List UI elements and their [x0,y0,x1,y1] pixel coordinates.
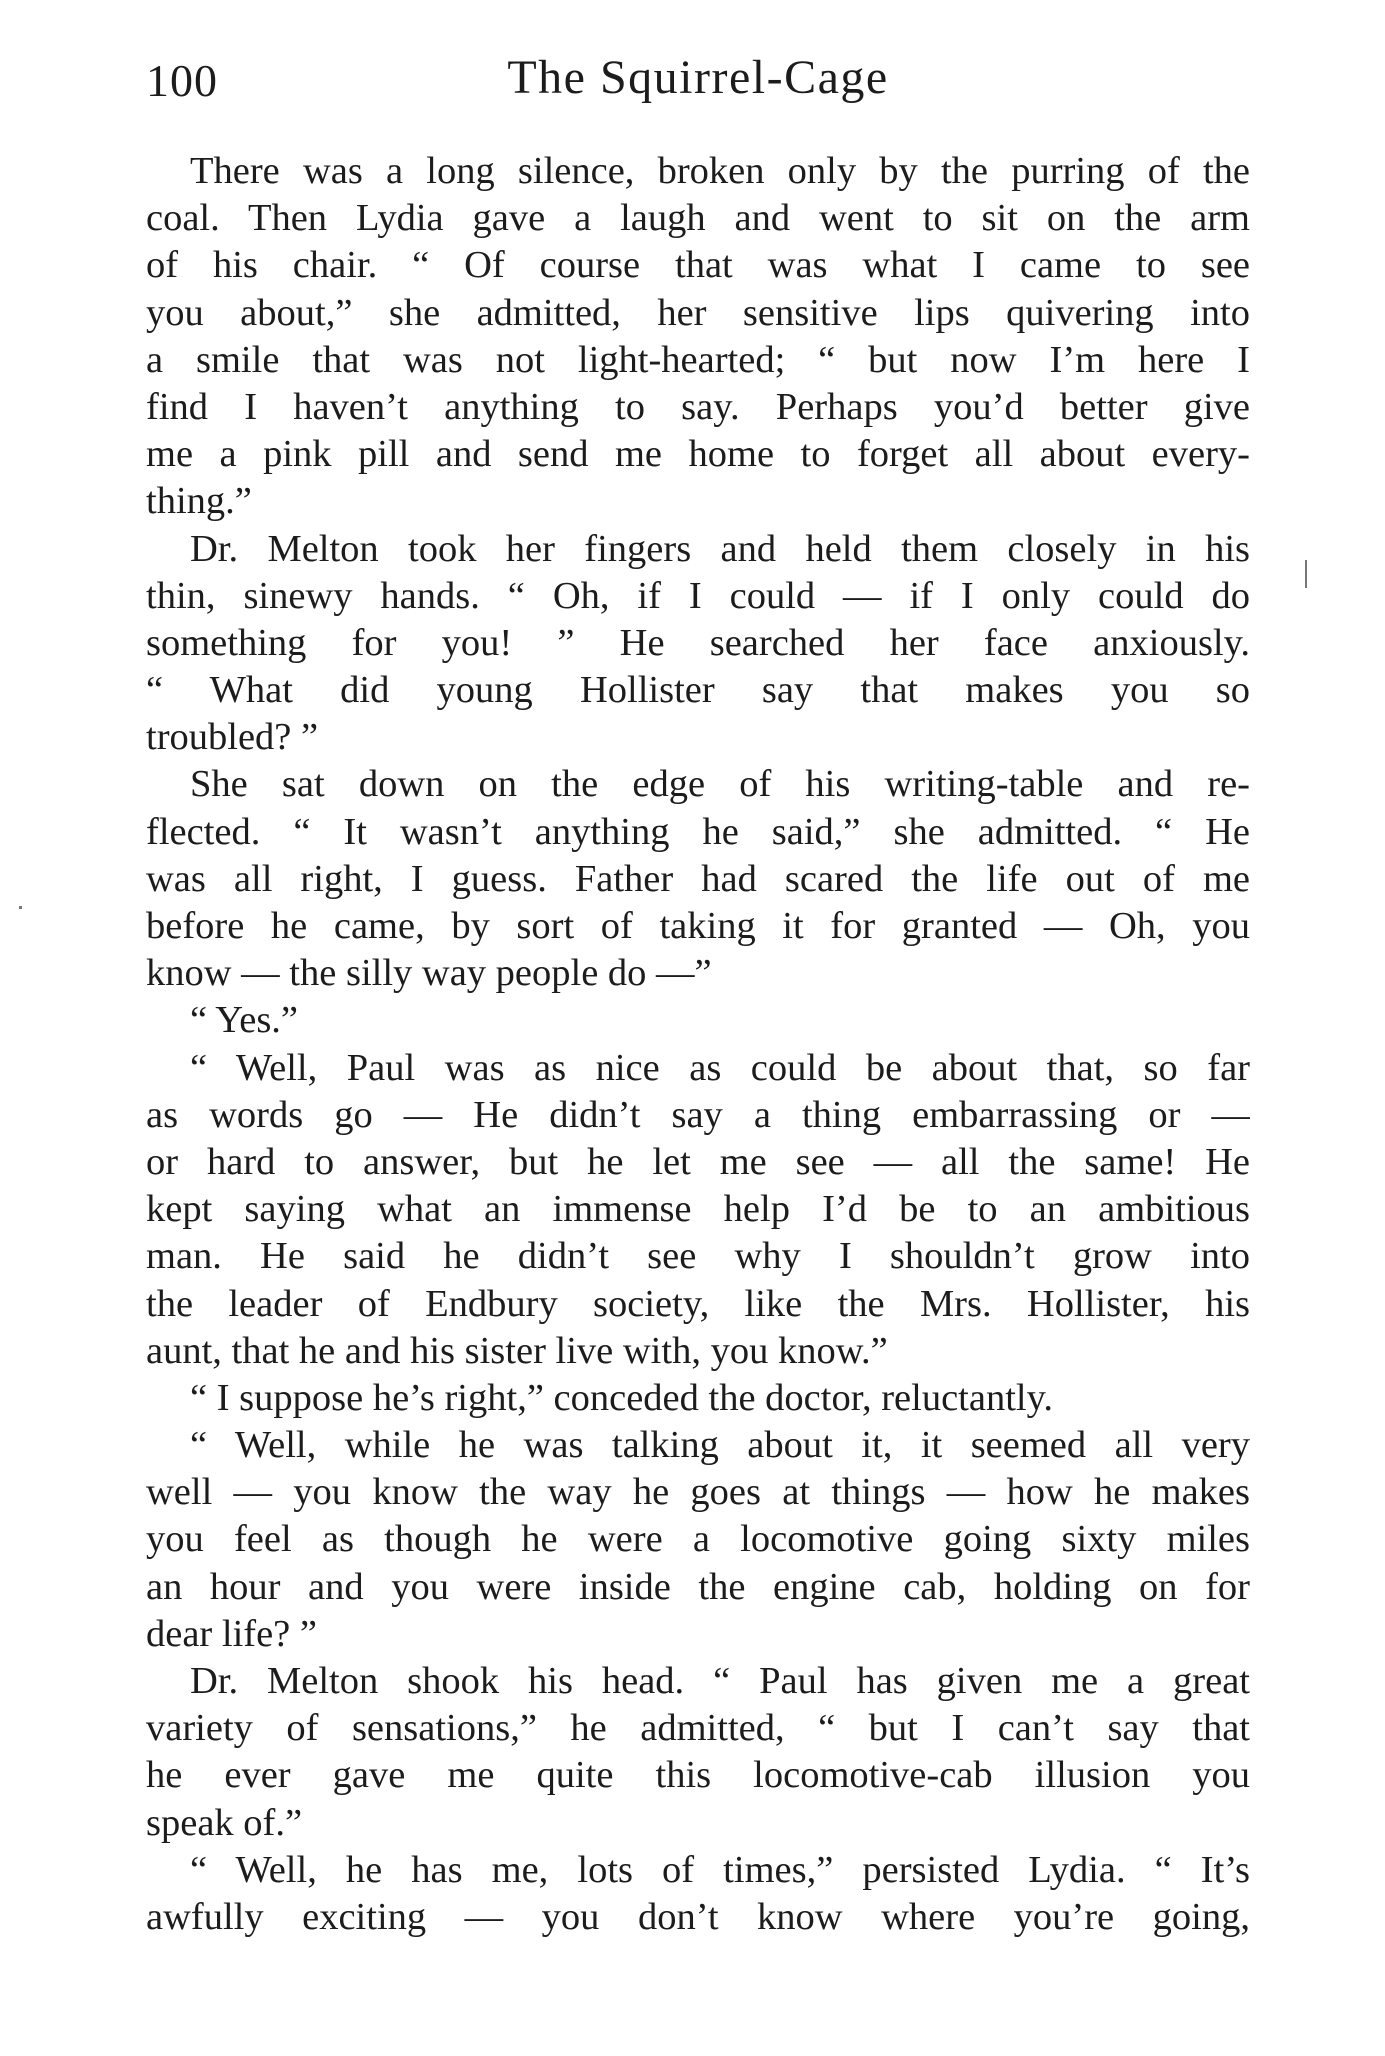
text-line: of his chair. “ Of course that was what I came to see [146,244,1250,287]
text-line: kept saying what an immense help I’d be to an ambitious [146,1188,1250,1231]
text-line: a smile that was not light-hearted; “ but now I’m here I [146,338,1250,381]
text-line: well — you know the way he goes at things — how he makes [146,1471,1250,1514]
text-line: thin, sinewy hands. “ Oh, if I could — if I only could do [146,574,1250,617]
text-line: Dr. Melton shook his head. “ Paul has given me a great [190,1660,1250,1702]
text-line: as words go — He didn’t say a thing embarrassing or — [146,1093,1250,1136]
scan-speck [1305,560,1307,588]
text-line: you about,” she admitted, her sensitive lips quivering into [146,291,1250,334]
body-text [146,148,1250,1941]
text-line: thing.” [146,480,252,523]
text-line: There was a long silence, broken only by the purring of the [190,150,1250,192]
text-line: “ What did young Hollister say that makes you so [146,669,1250,712]
text-line: speak of.” [146,1801,303,1844]
text-line: troubled? ” [146,716,319,759]
text-line: something for you! ” He searched her face anxiously. [146,621,1250,664]
text-line: flected. “ It wasn’t anything he said,” she admitted. “ He [146,810,1250,853]
page-number: 100 [146,55,218,106]
text-line: man. He said he didn’t see why I shouldn’t grow into [146,1235,1250,1278]
text-line: aunt, that he and his sister live with, you know.” [146,1329,888,1372]
text-line: before he came, by sort of taking it for granted — Oh, you [146,905,1250,947]
text-line: an hour and you were inside the engine cab, holding on for [146,1565,1250,1608]
text-line: awfully exciting — you don’t know where you’re going, [146,1895,1250,1938]
text-line: “ I suppose he’s right,” conceded the doctor, reluctantly. [190,1376,1053,1419]
scan-speck [19,906,22,909]
text-line: variety of sensations,” he admitted, “ but I can’t say that [146,1707,1250,1750]
text-line: “ Yes.” [190,999,299,1042]
text-line: “ Well, Paul was as nice as could be about that, so far [190,1046,1250,1089]
running-title: The Squirrel-Cage [507,51,889,104]
text-line: the leader of Endbury society, like the Mrs. Hollister, his [146,1282,1250,1325]
page-header [146,44,1250,114]
text-line: or hard to answer, but he let me see — all the same! He [146,1140,1250,1183]
text-line: was all right, I guess. Father had scared the life out of me [146,857,1250,900]
text-line: She sat down on the edge of his writing-table and re- [190,763,1250,806]
text-line: he ever gave me quite this locomotive-cab illusion you [146,1754,1250,1797]
text-line: dear life? ” [146,1612,317,1655]
text-line: “ Well, he has me, lots of times,” persisted Lydia. “ It’s [190,1848,1250,1891]
text-line: me a pink pill and send me home to forget all about every- [146,433,1250,476]
text-line: coal. Then Lydia gave a laugh and went to sit on the arm [146,197,1250,240]
text-line: find I haven’t anything to say. Perhaps you’d better give [146,385,1250,428]
text-line: know — the silly way people do —” [146,952,712,995]
text-line: Dr. Melton took her fingers and held them closely in his [190,527,1250,570]
text-line: you feel as though he were a locomotive going sixty miles [146,1518,1250,1561]
text-line: “ Well, while he was talking about it, it seemed all very [190,1424,1250,1467]
